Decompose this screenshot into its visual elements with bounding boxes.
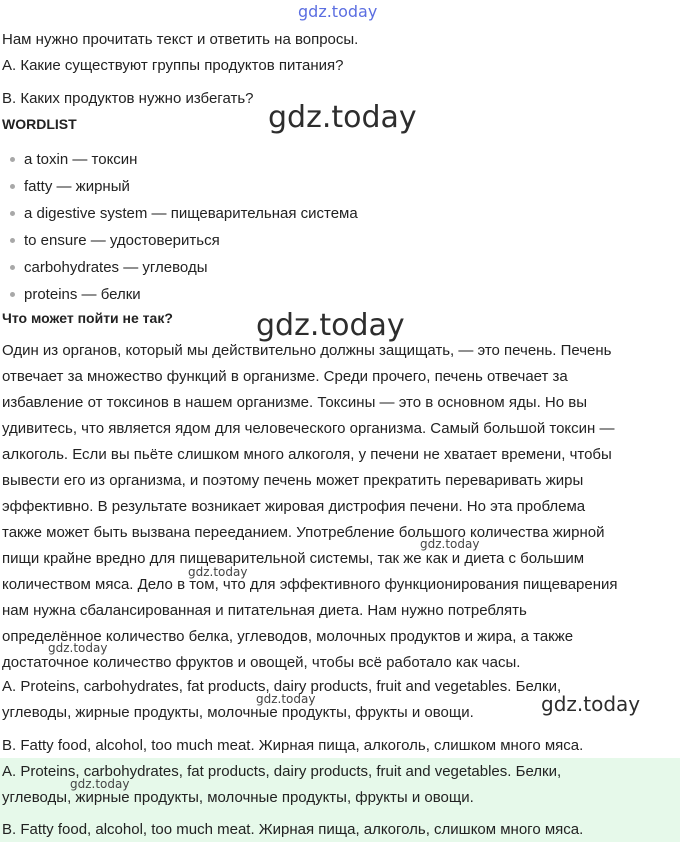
list-item: carbohydrates — углеводы xyxy=(10,258,207,278)
watermark-medium: gdz.today xyxy=(541,692,641,716)
wordlist-heading: WORDLIST xyxy=(2,116,77,132)
bullet-icon xyxy=(10,157,15,162)
list-item: fatty — жирный xyxy=(10,177,130,197)
question-a: А. Какие существуют группы продуктов питания? xyxy=(2,57,344,74)
list-item: proteins — белки xyxy=(10,285,141,305)
bullet-icon xyxy=(10,211,15,216)
watermark-small-4: gdz.today xyxy=(256,692,316,706)
bullet-icon xyxy=(10,265,15,270)
task-intro: Нам нужно прочитать текст и ответить на вопросы. xyxy=(2,31,359,48)
bullet-icon xyxy=(10,238,15,243)
body-paragraph: Один из органов, который мы действительно должны защищать, — это печень. Печень отвечает за множество функций в организме. Среди прочего, печень отвечает за избавление от токсинов в нашем организме. Токсины — это в основном яды. Но вы удивитесь, что является ядом для человеческого организма. Самый большой токсин — алкоголь. Если вы пьёте слишком много алкоголя, у печени не хватает времени, чтобы вывести его из организма, и поэтому печень может прекратить переваривать жиры эффективно. В результате возникает жировая дистрофия печени. Но эта проблема также может быть вызвана перееданием. Употребление большого количества жирной пищи крайне вредно для пищеварительной системы, так же как и диета с большим количеством мяса. Дело в том, что для эффективного функционирования пищеварения нам нужна сбалансированная и питательная диета. Нам нужно потреблять определённое количество белка, углеводов, молочных продуктов и жира, а также достаточное количество фруктов и овощей, чтобы всё работало как часы. xyxy=(2,342,618,671)
highlighted-answer-b: B. Fatty food, alcohol, too much meat. Жирная пища, алкоголь, слишком много мяса. xyxy=(2,821,584,838)
bullet-icon xyxy=(10,184,15,189)
watermark-top: gdz.today xyxy=(298,2,378,21)
watermark-small-5: gdz.today xyxy=(70,777,130,791)
highlighted-answer-a-line2: углеводы, жирные продукты, молочные продукты, фрукты и овощи. xyxy=(2,789,474,806)
answer-b: B. Fatty food, alcohol, too much meat. Жирная пища, алкоголь, слишком много мяса. xyxy=(2,737,584,754)
list-item: a toxin — токсин xyxy=(10,150,137,170)
watermark-small-3: gdz.today xyxy=(48,641,108,655)
watermark-large-2: gdz.today xyxy=(256,308,405,343)
list-item: to ensure — удостовериться xyxy=(10,231,220,251)
watermark-large-1: gdz.today xyxy=(268,100,417,135)
list-item: a digestive system — пищеварительная система xyxy=(10,204,358,224)
question-b: B. Каких продуктов нужно избегать? xyxy=(2,90,254,107)
answer-a-line2: углеводы, жирные продукты, молочные продукты, фрукты и овощи. xyxy=(2,704,474,721)
section-heading: Что может пойти не так? xyxy=(2,310,173,326)
answer-a-line1: A. Proteins, carbohydrates, fat products, dairy products, fruit and vegetables. Белки, xyxy=(2,678,562,695)
bullet-icon xyxy=(10,292,15,297)
highlighted-answer-a-line1: A. Proteins, carbohydrates, fat products, dairy products, fruit and vegetables. Белки, xyxy=(2,763,562,780)
watermark-small-2: gdz.today xyxy=(188,565,248,579)
watermark-small-1: gdz.today xyxy=(420,537,480,551)
